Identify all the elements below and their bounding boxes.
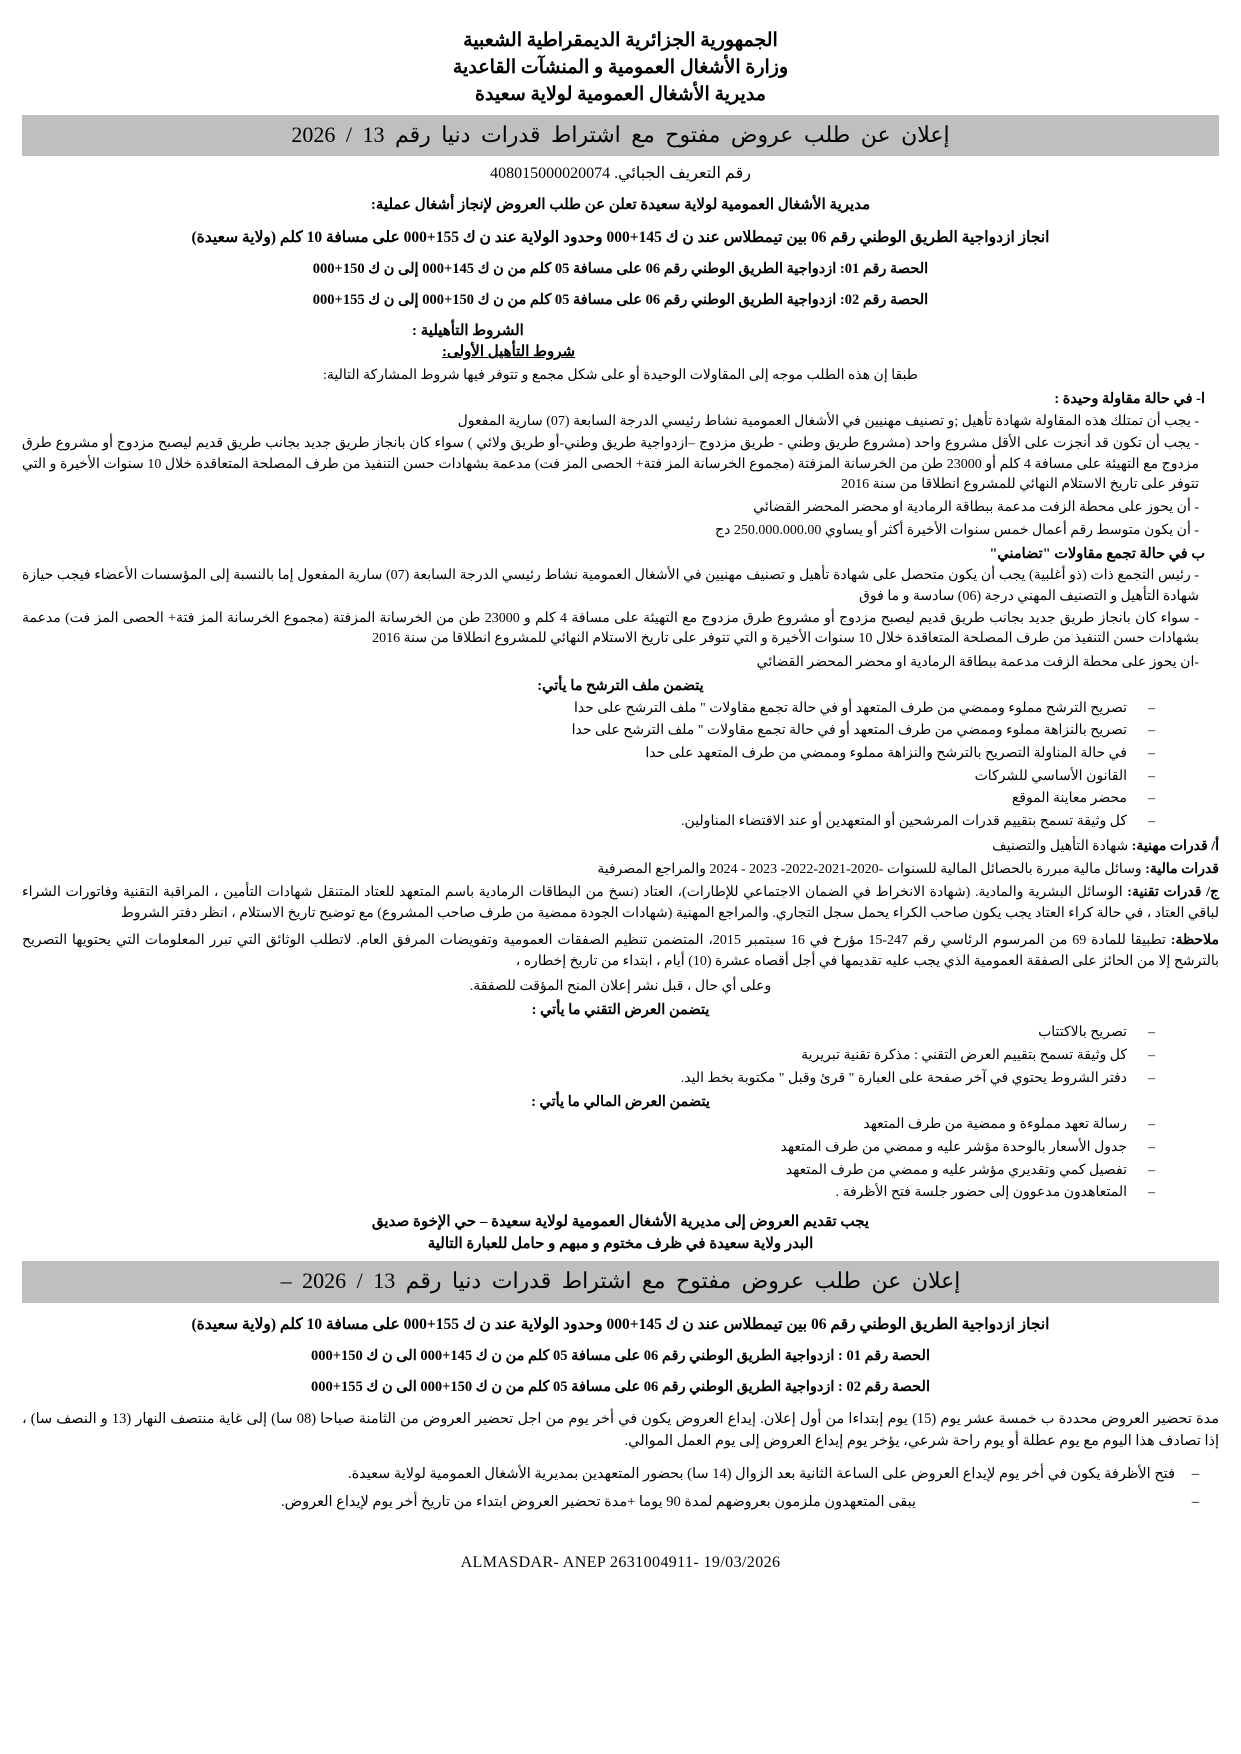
note-label: ملاحظة: — [1170, 932, 1219, 948]
submission-line-2: البدر ولاية سعيدة في ظرف مختوم و مبهم و حامل للعبارة التالية — [427, 1235, 814, 1252]
submission-address — [22, 1212, 1219, 1256]
announcement-banner-top: إعلان عن طلب عروض مفتوح مع اشتراط قدرات دنيا رقم 13 / 2026 — [22, 115, 1219, 157]
project-description-top: انجاز ازدواجية الطريق الوطني رقم 06 بين تيمطلاس عند ن ك 145+000 وحدود الولاية عند ن ك 155+000 على مسافة 10 كلم (ولاية سعيدة) — [191, 229, 1050, 247]
list-item: – محضر معاينة الموقع — [22, 788, 1159, 810]
tax-id-line: رقم التعريف الجبائي. 408015000020074 — [490, 165, 751, 183]
capacity-technical — [22, 882, 1219, 924]
list-item: – رسالة تعهد مملوءة و ممضية من طرف المتعهد — [22, 1114, 1159, 1136]
section-b-item-1: - رئيس التجمع ذات (ذو أغلبية) يجب أن يكون متحصل على شهادة تأهيل و تصنيف مهنيين في الأشغال العمومية نشاط رئيسي الدرجة السابعة (07) سارية المفعول إما بالنسبة إلى المؤسسات الأعضاء فيجب حيازة شهادة التأهيل و التصنيف المهني درجة (06) سادسة و ما فوق — [22, 568, 1199, 604]
technical-offer-list — [22, 1022, 1219, 1089]
capacity-technical-value: الوسائل البشرية والمادية. (شهادة الانخراط في الضمان الاجتماعي للإطارات)، العتاد (نسخ من البطاقات الرمادية باسم المتعهد للعتاد المتنقل شهادات التأمين ، المراقبة التقنية وفاتورات الشراء لباقي العتاد ، في حالة كراء العتاد يجب يكون صاحب الكراء يحمل سجل التجاري. والمراجع المهنية (شهادات الجودة ممضية من طرف صاحب المشروع) مع توضيح تاريخ الاستلام ، انظر دفتر الشروط — [22, 884, 1219, 921]
lot-1-top: الحصة رقم 01: ازدواجية الطريق الوطني رقم 06 على مسافة 05 كلم من ن ك 145+000 إلى ن ك 150+000 — [312, 261, 929, 278]
country-name: الجمهورية الجزائرية الديمقراطية الشعبية — [463, 30, 778, 51]
section-b-item-2: - سواء كان بانجاز طريق جديد بجانب طريق قديم ليصبح مزدوج أو مشروع طرق مزدوج مع التهيئة على مسافة 4 كلم و 23000 طن من الخرسانة المزفتة (مجموع الخرسانة المز فتة+ الحصى المز فت) مدعمة بشهادات حسن التنفيذ من طرف المصلحة المتعاقدة خلال 10 سنوات الأخيرة و التي تتوفر على تاريخ الاستلام النهائي للمشروع انطلاقا من سنة 2016 — [22, 610, 1200, 647]
qualification-subtitle: شروط التأهيل الأولى: — [442, 344, 576, 361]
ministry-name: وزارة الأشغال العمومية و المنشآت القاعدية — [452, 56, 789, 78]
lot-2-bottom: الحصة رقم 02 : ازدواجية الطريق الوطني رقم 06 على مسافة 05 كلم من ن ك 150+000 الى ن ك 155+000 — [310, 1379, 930, 1395]
note-text-1: تطبيقا للمادة 69 من المرسوم الرئاسي رقم 247-15 مؤرخ في 16 سبتمبر 2015، المتضمن تنظيم الصفقات العمومية وتفويضات المرفق العام. لاتطلب الوثائق التي تبرر المعلومات التي يحتويها التصريح بالترشح إلا من الحائز على الصفقة العمومية الذي يجب عليه تقديمها في أجل أقصاه عشرة (10) أيام ، ابتداء من تاريخ إخطاره ، — [22, 932, 1219, 969]
list-item: – كل وثيقة تسمح بتقييم قدرات المرشحين أو المتعهدين أو عند الاقتضاء المناولين. — [22, 811, 1159, 833]
intro-line: مديرية الأشغال العمومية لولاية سعيدة تعلن عن طلب العروض لإنجاز أشغال عملية: — [370, 197, 871, 214]
list-item: – تصريح بالاكتتاب — [22, 1022, 1159, 1044]
qualification-intro: طبقا إن هذه الطلب موجه إلى المقاولات الوحيدة أو على شكل مجمع و تتوفر فيها شروط المشاركة التالية: — [323, 368, 918, 384]
qualification-title: الشروط التأهيلية : — [412, 323, 524, 340]
list-item: – المتعاهدون مدعوون إلى حضور جلسة فتح الأظرفة . — [22, 1182, 1159, 1204]
anep-reference-footer: ALMASDAR- ANEP 2631004911- 19/03/2026 — [460, 1553, 781, 1571]
section-a-item-4: - أن يكون متوسط رقم أعمال خمس سنوات الأخيرة أكثر أو يساوي 250.000.000.00 دج — [715, 523, 1199, 539]
preparation-deadline: مدة تحضير العروض محددة ب خمسة عشر يوم (15) يوم إبتداءا من أول إعلان. إيداع العروض يكون في أخر يوم من اجل تحضير العروض من الثامنة صباحا (08 سا) إلى غاية منتصف النهار (13 و النصف سا) ، إذا تصادف هذا اليوم مع يوم عطلة أو يوم راحة شرعي، يؤخر يوم إيداع العروض إلى يوم العمل الموالي. — [22, 1411, 1219, 1450]
organisation-header — [22, 28, 1219, 109]
list-item: – تصريح الترشح مملوء وممضي من طرف المتعهد أو في حالة تجمع مقاولات " ملف الترشح على حدا — [22, 698, 1159, 720]
note-text-2: وعلى أي حال ، قبل نشر إعلان المنح المؤقت للصفقة. — [469, 979, 772, 995]
candidacy-title: يتضمن ملف الترشح ما يأتي: — [537, 677, 704, 694]
announcement-banner-bottom: إعلان عن طلب عروض مفتوح مع اشتراط قدرات دنيا رقم 13 / 2026 – — [22, 1261, 1219, 1303]
list-item: – دفتر الشروط يحتوي في آخر صفحة على العبارة " قرئ وقبل " مكتوبة بخط اليد. — [22, 1068, 1159, 1090]
capacity-professional-label: أ/ قدرات مهنية: — [1131, 838, 1219, 854]
list-item: – القانون الأساسي للشركات — [22, 766, 1159, 788]
capacity-financial-value: وسائل مالية مبررة بالحصائل المالية للسنوات -2020-2021-2022- 2023 - 2024 والمراجع المصرفية — [597, 861, 1142, 877]
directorate-name: مديرية الأشغال العمومية لولاية سعيدة — [475, 83, 766, 105]
section-a-item-1: - يجب أن تمتلك هذه المقاولة شهادة تأهيل ;و تصنيف مهنيين في الأشغال العمومية نشاط رئيسي الدرجة السابعة (07) سارية المفعول — [457, 414, 1199, 430]
lot-2-top: الحصة رقم 02: ازدواجية الطريق الوطني رقم 06 على مسافة 05 كلم من ن ك 150+000 إلى ن ك 155+000 — [312, 292, 929, 309]
lot-1-bottom: الحصة رقم 01 : ازدواجية الطريق الوطني رقم 06 على مسافة 05 كلم من ن ك 145+000 الى ن ك 150+000 — [310, 1347, 930, 1364]
list-item: – يبقى المتعهدون ملزمون بعروضهم لمدة 90 يوما +مدة تحضير العروض ابتداء من تاريخ أخر يوم لإيداع العروض. — [22, 1491, 1201, 1513]
list-item: – فتح الأظرفة يكون في أخر يوم لإيداع العروض على الساعة الثانية بعد الزوال (14 سا) بحضور المتعهدين بمديرية الأشغال العمومية لولاية سعيدة. — [22, 1463, 1201, 1485]
list-item: – جدول الأسعار بالوحدة مؤشر عليه و ممضي من طرف المتعهد — [22, 1137, 1159, 1159]
financial-offer-list — [22, 1114, 1219, 1204]
technical-offer-title: يتضمن العرض التقني ما يأتي : — [531, 1002, 710, 1019]
deadline-list — [22, 1463, 1219, 1514]
section-a-item-3: - أن يحوز على محطة الزفت مدعمة ببطاقة الرمادية او محضر المحضر القضائي — [753, 500, 1199, 516]
section-a-item-2: - يجب أن تكون قد أنجزت على الأقل مشروع واحد (مشروع طريق وطني - طريق مزدوج –ازدواجية طريق وطني-أو طريق ولائي ) سواء كان بانجاز طريق جديد بجانب طريق قديم ليصبح مزدوج أو مشروع طرق مزدوج مع التهيئة على مسافة 4 كلم أو 23000 طن من الخرسانة المزفتة (مجموع الخرسانة المز فتة+ الحصى المز فت) مدعمة بشهادات حسن التنفيذ من طرف المصلحة المتعاقدة خلال 10 سنوات الأخيرة و التي تتوفر على تاريخ الاستلام النهائي للمشروع انطلاقا من سنة 2016 — [22, 436, 1199, 493]
candidacy-list — [22, 698, 1219, 833]
section-a-title: ا- في حالة مقاولة وحيدة : — [1054, 391, 1205, 408]
section-b-title: ب في حالة تجمع مقاولات "تضامني" — [989, 546, 1205, 563]
list-item: – تفصيل كمي وتقديري مؤشر عليه و ممضي من طرف المتعهد — [22, 1160, 1159, 1182]
list-item: – كل وثيقة تسمح بتقييم العرض التقني : مذكرة تقنية تبريرية — [22, 1045, 1159, 1067]
capacity-technical-label: ج/ قدرات تقنية: — [1127, 884, 1219, 900]
capacity-financial — [22, 859, 1219, 880]
submission-line-1: يجب تقديم العروض إلى مديرية الأشغال العمومية لولاية سعيدة – حي الإخوة صديق — [371, 1213, 870, 1230]
project-description-bottom: انجاز ازدواجية الطريق الوطني رقم 06 بين تيمطلاس عند ن ك 145+000 وحدود الولاية عند ن ك 155+000 على مسافة 10 كلم (ولاية سعيدة) — [191, 1315, 1050, 1333]
capacity-professional-value: شهادة التأهيل والتصنيف — [992, 838, 1129, 854]
capacity-professional — [22, 836, 1219, 857]
capacity-financial-label: قدرات مالية: — [1145, 861, 1219, 877]
list-item: – في حالة المناولة التصريح بالترشح والنزاهة مملوء وممضي من طرف المتعهد على حدا — [22, 743, 1159, 765]
financial-offer-title: يتضمن العرض المالي ما يأتي : — [531, 1094, 710, 1111]
note-block — [22, 930, 1219, 973]
section-b-item-3: -ان يحوز على محطة الزفت مدعمة ببطاقة الرمادية او محضر المحضر القضائي — [756, 654, 1199, 670]
list-item: – تصريح بالنزاهة مملوء وممضي من طرف المتعهد أو في حالة تجمع مقاولات " ملف الترشح على حدا — [22, 720, 1159, 742]
